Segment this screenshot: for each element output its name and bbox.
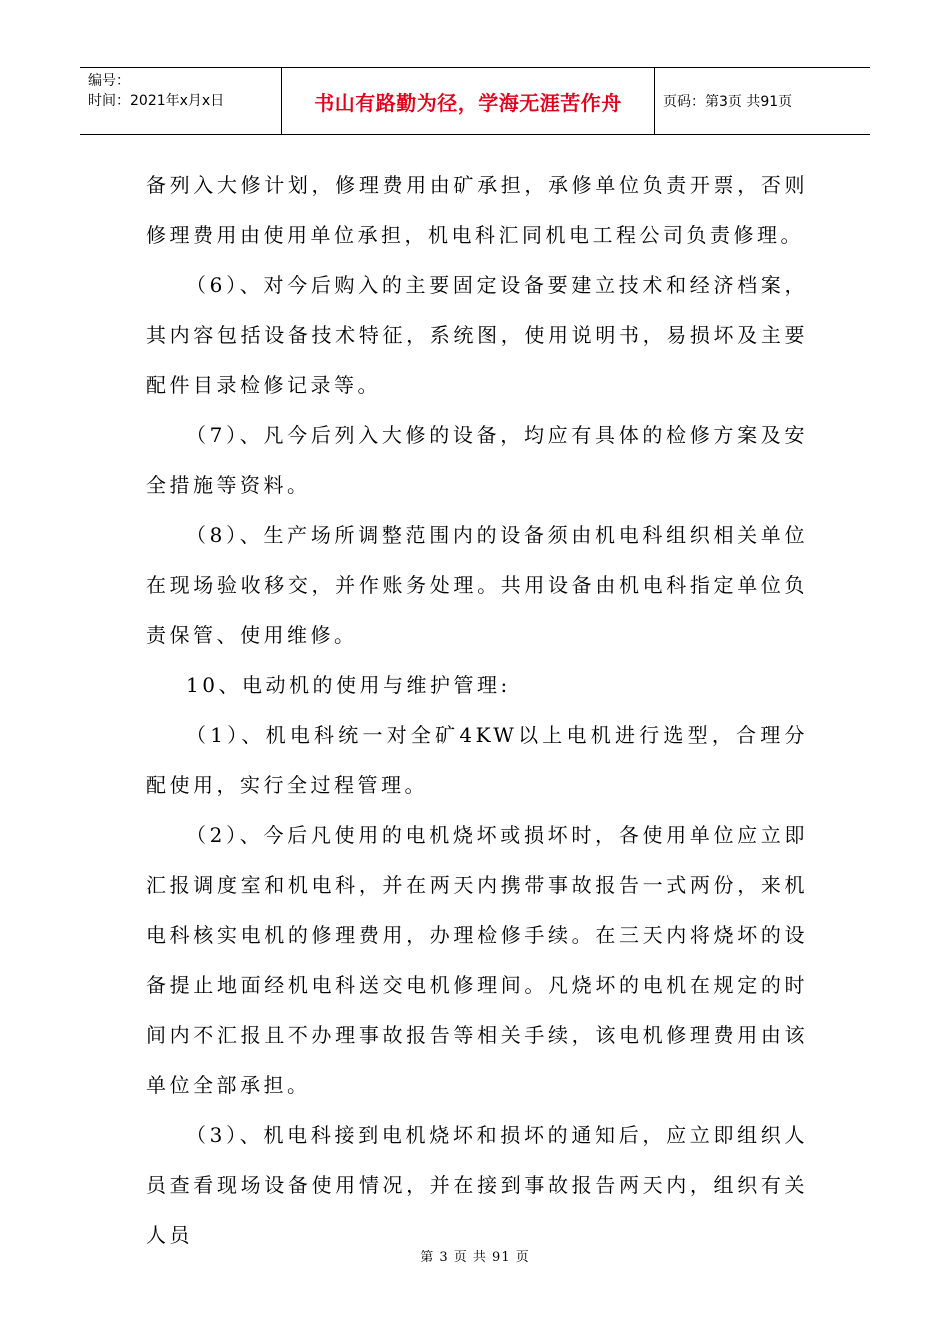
page-header [80,67,870,135]
section-heading-10: 10、电动机的使用与维护管理: [186,673,511,697]
doc-code-label: 编号： [88,73,130,89]
paragraph-continued: 备列入大修计划，修理费用由矿承担，承修单位负责开票，否则修理费用由使用单位承担，机电科汇同机电工程公司负责修理。 [146,173,808,247]
doc-date: 时间：2021年x月x日 [88,93,225,109]
header-page-info: 页码：第3页 共91页 [663,94,793,110]
header-motto: 书山有路勤为径，学海无涯苦作舟 [282,68,655,134]
paragraph-motor-3: （3）、机电科接到电机烧坏和损坏的通知后，应立即组织人员查看现场设备使用情况，并在接到事故报告两天内，组织有关人员 [146,1123,808,1247]
paragraph-motor-2: （2）、今后凡使用的电机烧坏或损坏时，各使用单位应立即汇报调度室和机电科，并在两天内携带事故报告一式两份，来机电科核实电机的修理费用，办理检修手续。在三天内将烧坏的设备提止地面经机电科送交电机修理间。凡烧坏的电机在规定的时间内不汇报且不办理事故报告等相关手续，该电机修理费用由该单位全部承担。 [146,823,808,1097]
paragraph-item-8: （8）、生产场所调整范围内的设备须由机电科组织相关单位在现场验收移交，并作账务处理。共用设备由机电科指定单位负责保管、使用维修。 [146,523,808,647]
paragraph-item-7: （7）、凡今后列入大修的设备，均应有具体的检修方案及安全措施等资料。 [146,423,808,497]
header-meta [80,68,282,134]
page-footer: 第 3 页 共 91 页 [420,1250,530,1265]
paragraph-item-6: （6）、对今后购入的主要固定设备要建立技术和经济档案，其内容包括设备技术特征，系统图，使用说明书，易损坏及主要配件目录检修记录等。 [146,273,808,397]
document-body [146,160,808,1260]
paragraph-motor-1: （1）、机电科统一对全矿4KW以上电机进行选型，合理分配使用，实行全过程管理。 [146,723,808,797]
